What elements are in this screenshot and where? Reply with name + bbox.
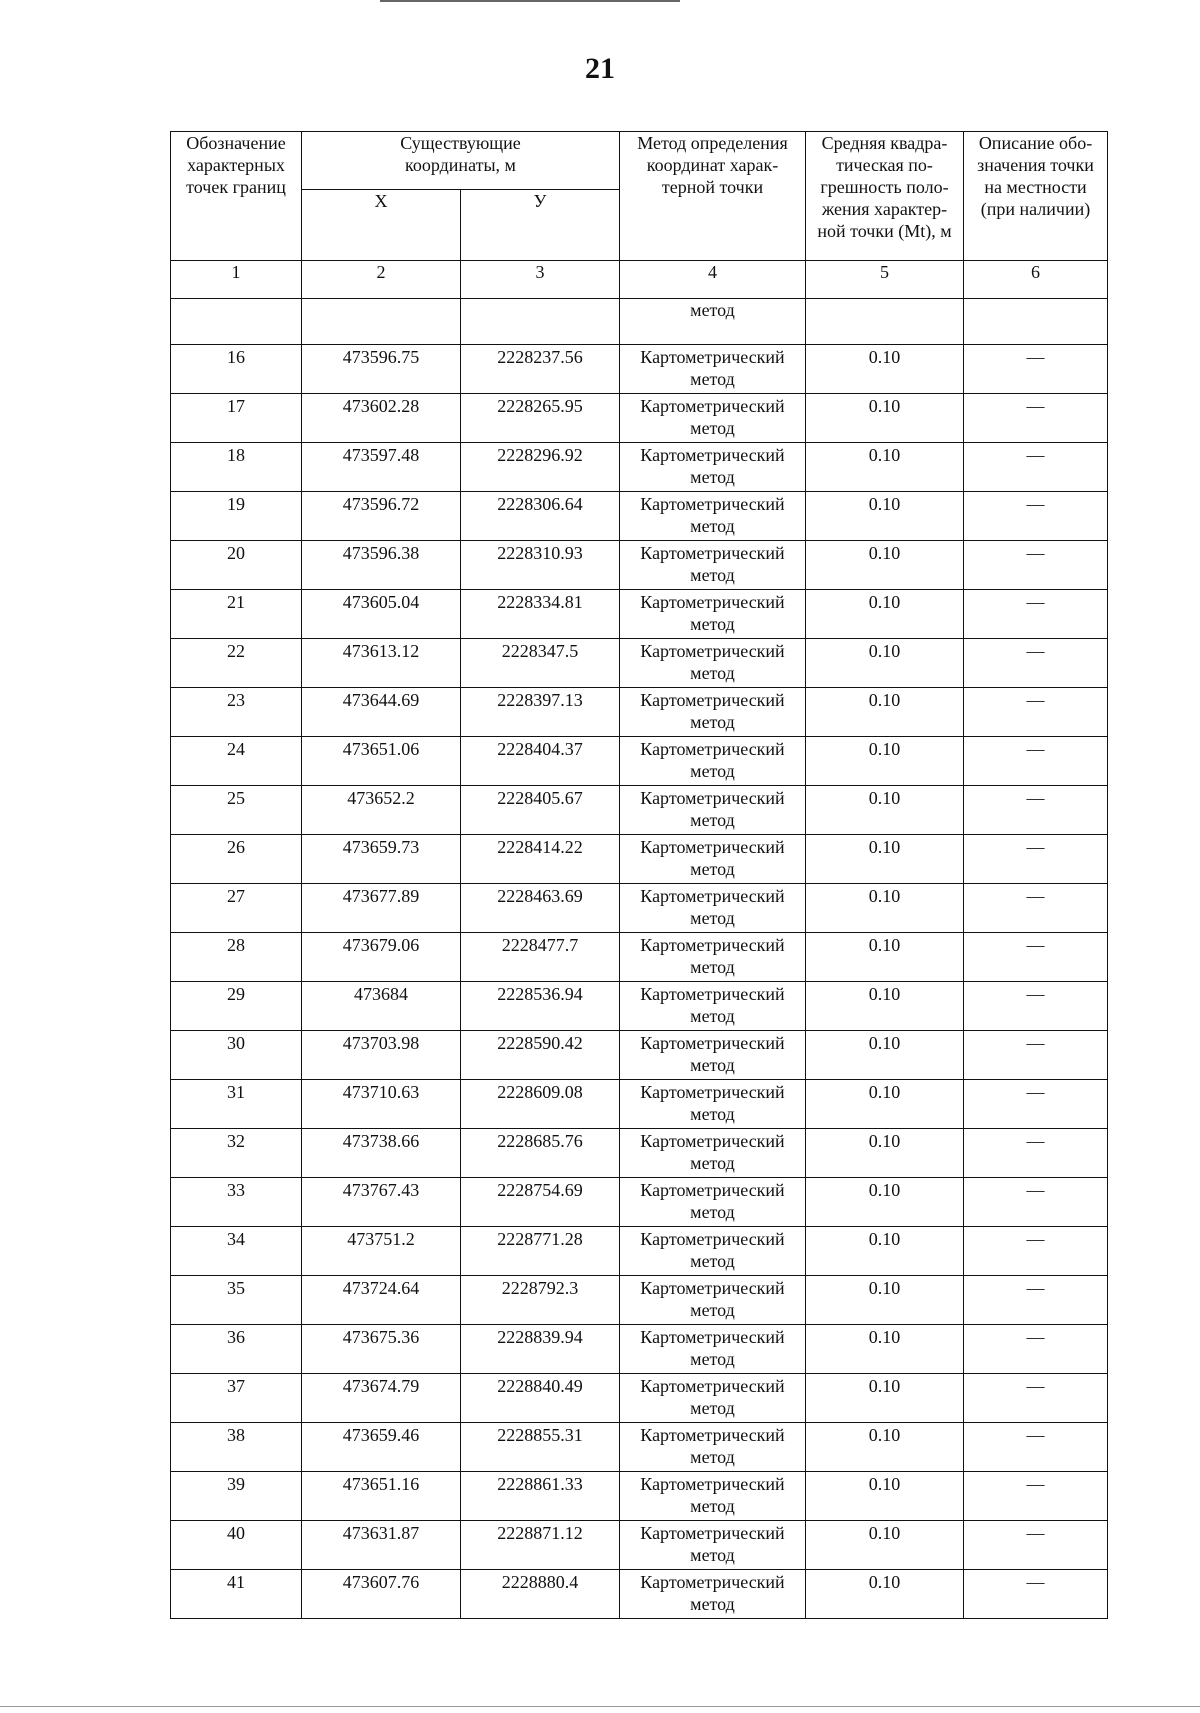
table-row (171, 443, 1108, 492)
description-cell: — (964, 835, 1108, 884)
method-cell: Картометрический метод (620, 1276, 806, 1325)
x-cell: 473651.06 (302, 737, 461, 786)
column-number: 1 (171, 261, 302, 299)
description-cell: — (964, 1129, 1108, 1178)
y-cell: 2228685.76 (461, 1129, 620, 1178)
scan-artifact-bottom (0, 1706, 1200, 1707)
x-cell: 473596.72 (302, 492, 461, 541)
point-cell: 41 (171, 1570, 302, 1619)
y-cell: 2228405.67 (461, 786, 620, 835)
mt-cell: 0.10 (806, 835, 964, 884)
y-cell: 2228880.4 (461, 1570, 620, 1619)
table-row (171, 492, 1108, 541)
mt-cell: 0.10 (806, 492, 964, 541)
y-cell: 2228840.49 (461, 1374, 620, 1423)
point-cell: 38 (171, 1423, 302, 1472)
point-cell: 39 (171, 1472, 302, 1521)
description-cell: — (964, 1276, 1108, 1325)
description-cell: — (964, 1227, 1108, 1276)
mt-cell: 0.10 (806, 1472, 964, 1521)
table-row (171, 1276, 1108, 1325)
x-cell: 473613.12 (302, 639, 461, 688)
continuation-row (171, 299, 1108, 345)
x-cell: 473602.28 (302, 394, 461, 443)
point-cell: 18 (171, 443, 302, 492)
point-cell: 16 (171, 345, 302, 394)
point-cell: 25 (171, 786, 302, 835)
table-row (171, 884, 1108, 933)
y-cell: 2228855.31 (461, 1423, 620, 1472)
method-cell: метод (620, 299, 806, 345)
x-cell: 473684 (302, 982, 461, 1031)
point-cell: 37 (171, 1374, 302, 1423)
description-cell: — (964, 1178, 1108, 1227)
point-cell: 19 (171, 492, 302, 541)
x-cell: 473659.46 (302, 1423, 461, 1472)
y-cell: 2228334.81 (461, 590, 620, 639)
method-cell: Картометрический метод (620, 737, 806, 786)
description-cell: — (964, 541, 1108, 590)
header-mean-square-error: Средняя квадра- тическая по- грешность поло- жения характер- ной точки (Mt), м (806, 132, 964, 261)
table-row (171, 1570, 1108, 1619)
method-cell: Картометрический метод (620, 541, 806, 590)
description-cell: — (964, 982, 1108, 1031)
mt-cell: 0.10 (806, 1227, 964, 1276)
table-row (171, 1472, 1108, 1521)
mt-cell: 0.10 (806, 933, 964, 982)
point-cell: 20 (171, 541, 302, 590)
point-cell: 34 (171, 1227, 302, 1276)
x-cell: 473652.2 (302, 786, 461, 835)
y-cell: 2228536.94 (461, 982, 620, 1031)
point-cell: 27 (171, 884, 302, 933)
table-row (171, 688, 1108, 737)
x-cell: 473738.66 (302, 1129, 461, 1178)
method-cell: Картометрический метод (620, 394, 806, 443)
y-cell: 2228347.5 (461, 639, 620, 688)
x-cell: 473597.48 (302, 443, 461, 492)
header-y: У (461, 190, 620, 261)
mt-cell: 0.10 (806, 590, 964, 639)
y-cell: 2228404.37 (461, 737, 620, 786)
x-cell: 473607.76 (302, 1570, 461, 1619)
method-cell: Картометрический метод (620, 1423, 806, 1472)
x-cell: 473596.38 (302, 541, 461, 590)
point-cell: 17 (171, 394, 302, 443)
description-cell: — (964, 1080, 1108, 1129)
mt-cell: 0.10 (806, 1276, 964, 1325)
x-cell: 473675.36 (302, 1325, 461, 1374)
description-cell: — (964, 786, 1108, 835)
mt-cell: 0.10 (806, 737, 964, 786)
point-cell: 26 (171, 835, 302, 884)
y-cell: 2228310.93 (461, 541, 620, 590)
description-cell: — (964, 737, 1108, 786)
x-cell: 473724.64 (302, 1276, 461, 1325)
x-cell: 473767.43 (302, 1178, 461, 1227)
table-row (171, 737, 1108, 786)
method-cell: Картометрический метод (620, 1178, 806, 1227)
mt-cell: 0.10 (806, 443, 964, 492)
header-x: Х (302, 190, 461, 261)
header-point-description: Описание обо- значения точки на местности (при наличии) (964, 132, 1108, 261)
table-row (171, 1374, 1108, 1423)
method-cell: Картометрический метод (620, 590, 806, 639)
mt-cell: 0.10 (806, 1080, 964, 1129)
description-cell: — (964, 492, 1108, 541)
y-cell: 2228771.28 (461, 1227, 620, 1276)
mt-cell: 0.10 (806, 884, 964, 933)
method-cell: Картометрический метод (620, 884, 806, 933)
method-cell: Картометрический метод (620, 933, 806, 982)
table-row (171, 1423, 1108, 1472)
column-numbers-row (171, 261, 1108, 299)
x-cell: 473679.06 (302, 933, 461, 982)
x-cell: 473644.69 (302, 688, 461, 737)
description-cell: — (964, 1374, 1108, 1423)
point-cell: 31 (171, 1080, 302, 1129)
description-cell: — (964, 1472, 1108, 1521)
method-cell: Картометрический метод (620, 1080, 806, 1129)
mt-cell: 0.10 (806, 688, 964, 737)
method-cell: Картометрический метод (620, 443, 806, 492)
table-row (171, 982, 1108, 1031)
method-cell: Картометрический метод (620, 1031, 806, 1080)
x-cell: 473751.2 (302, 1227, 461, 1276)
mt-cell: 0.10 (806, 1423, 964, 1472)
mt-cell: 0.10 (806, 394, 964, 443)
description-cell: — (964, 1325, 1108, 1374)
y-cell: 2228477.7 (461, 933, 620, 982)
description-cell: — (964, 1031, 1108, 1080)
mt-cell: 0.10 (806, 1325, 964, 1374)
column-number: 5 (806, 261, 964, 299)
column-number: 3 (461, 261, 620, 299)
header-point-designation: Обозначение характерных точек границ (171, 132, 302, 261)
y-cell: 2228871.12 (461, 1521, 620, 1570)
mt-cell: 0.10 (806, 1374, 964, 1423)
table-row (171, 933, 1108, 982)
method-cell: Картометрический метод (620, 1129, 806, 1178)
mt-cell: 0.10 (806, 1570, 964, 1619)
x-cell: 473651.16 (302, 1472, 461, 1521)
mt-cell: 0.10 (806, 639, 964, 688)
table-row (171, 835, 1108, 884)
method-cell: Картометрический метод (620, 688, 806, 737)
y-cell: 2228296.92 (461, 443, 620, 492)
point-cell: 29 (171, 982, 302, 1031)
y-cell: 2228590.42 (461, 1031, 620, 1080)
description-cell: — (964, 639, 1108, 688)
table-row (171, 590, 1108, 639)
table-row (171, 345, 1108, 394)
boundary-points-table (170, 131, 1108, 1619)
method-cell: Картометрический метод (620, 1472, 806, 1521)
description-cell: — (964, 345, 1108, 394)
point-cell: 28 (171, 933, 302, 982)
header-method: Метод определения координат харак- терной точки (620, 132, 806, 261)
description-cell: — (964, 1521, 1108, 1570)
y-cell: 2228609.08 (461, 1080, 620, 1129)
column-number: 6 (964, 261, 1108, 299)
table-row (171, 1129, 1108, 1178)
description-cell: — (964, 933, 1108, 982)
x-cell: 473703.98 (302, 1031, 461, 1080)
y-cell: 2228265.95 (461, 394, 620, 443)
point-cell: 40 (171, 1521, 302, 1570)
point-cell: 21 (171, 590, 302, 639)
y-cell: 2228839.94 (461, 1325, 620, 1374)
table-row (171, 394, 1108, 443)
table-row (171, 1521, 1108, 1570)
method-cell: Картометрический метод (620, 835, 806, 884)
method-cell: Картометрический метод (620, 786, 806, 835)
description-cell: — (964, 884, 1108, 933)
point-cell: 22 (171, 639, 302, 688)
mt-cell: 0.10 (806, 1521, 964, 1570)
description-cell: — (964, 688, 1108, 737)
mt-cell: 0.10 (806, 786, 964, 835)
y-cell: 2228861.33 (461, 1472, 620, 1521)
mt-cell: 0.10 (806, 982, 964, 1031)
x-cell: 473677.89 (302, 884, 461, 933)
scan-artifact-top (380, 0, 680, 2)
mt-cell: 0.10 (806, 541, 964, 590)
method-cell: Картометрический метод (620, 1570, 806, 1619)
table-row (171, 1227, 1108, 1276)
table-row (171, 639, 1108, 688)
x-cell: 473659.73 (302, 835, 461, 884)
point-cell: 30 (171, 1031, 302, 1080)
page-number: 21 (585, 52, 615, 85)
mt-cell: 0.10 (806, 1031, 964, 1080)
table-row (171, 1031, 1108, 1080)
table-row (171, 541, 1108, 590)
point-cell: 24 (171, 737, 302, 786)
y-cell: 2228397.13 (461, 688, 620, 737)
point-cell: 36 (171, 1325, 302, 1374)
method-cell: Картометрический метод (620, 639, 806, 688)
x-cell: 473605.04 (302, 590, 461, 639)
y-cell: 2228754.69 (461, 1178, 620, 1227)
description-cell: — (964, 1423, 1108, 1472)
y-cell: 2228306.64 (461, 492, 620, 541)
x-cell: 473674.79 (302, 1374, 461, 1423)
description-cell: — (964, 590, 1108, 639)
point-cell: 32 (171, 1129, 302, 1178)
description-cell: — (964, 394, 1108, 443)
method-cell: Картометрический метод (620, 345, 806, 394)
mt-cell: 0.10 (806, 1129, 964, 1178)
point-cell: 35 (171, 1276, 302, 1325)
header-existing-coordinates: Существующие координаты, м (302, 132, 620, 190)
point-cell: 33 (171, 1178, 302, 1227)
y-cell: 2228414.22 (461, 835, 620, 884)
table-row (171, 1178, 1108, 1227)
x-cell: 473631.87 (302, 1521, 461, 1570)
table-row (171, 1080, 1108, 1129)
method-cell: Картометрический метод (620, 1521, 806, 1570)
method-cell: Картометрический метод (620, 1374, 806, 1423)
column-number: 4 (620, 261, 806, 299)
point-cell: 23 (171, 688, 302, 737)
method-cell: Картометрический метод (620, 1325, 806, 1374)
method-cell: Картометрический метод (620, 982, 806, 1031)
y-cell: 2228237.56 (461, 345, 620, 394)
table-row (171, 1325, 1108, 1374)
method-cell: Картометрический метод (620, 492, 806, 541)
mt-cell: 0.10 (806, 345, 964, 394)
y-cell: 2228792.3 (461, 1276, 620, 1325)
table-row (171, 786, 1108, 835)
method-cell: Картометрический метод (620, 1227, 806, 1276)
column-number: 2 (302, 261, 461, 299)
x-cell: 473596.75 (302, 345, 461, 394)
description-cell: — (964, 1570, 1108, 1619)
y-cell: 2228463.69 (461, 884, 620, 933)
x-cell: 473710.63 (302, 1080, 461, 1129)
description-cell: — (964, 443, 1108, 492)
mt-cell: 0.10 (806, 1178, 964, 1227)
